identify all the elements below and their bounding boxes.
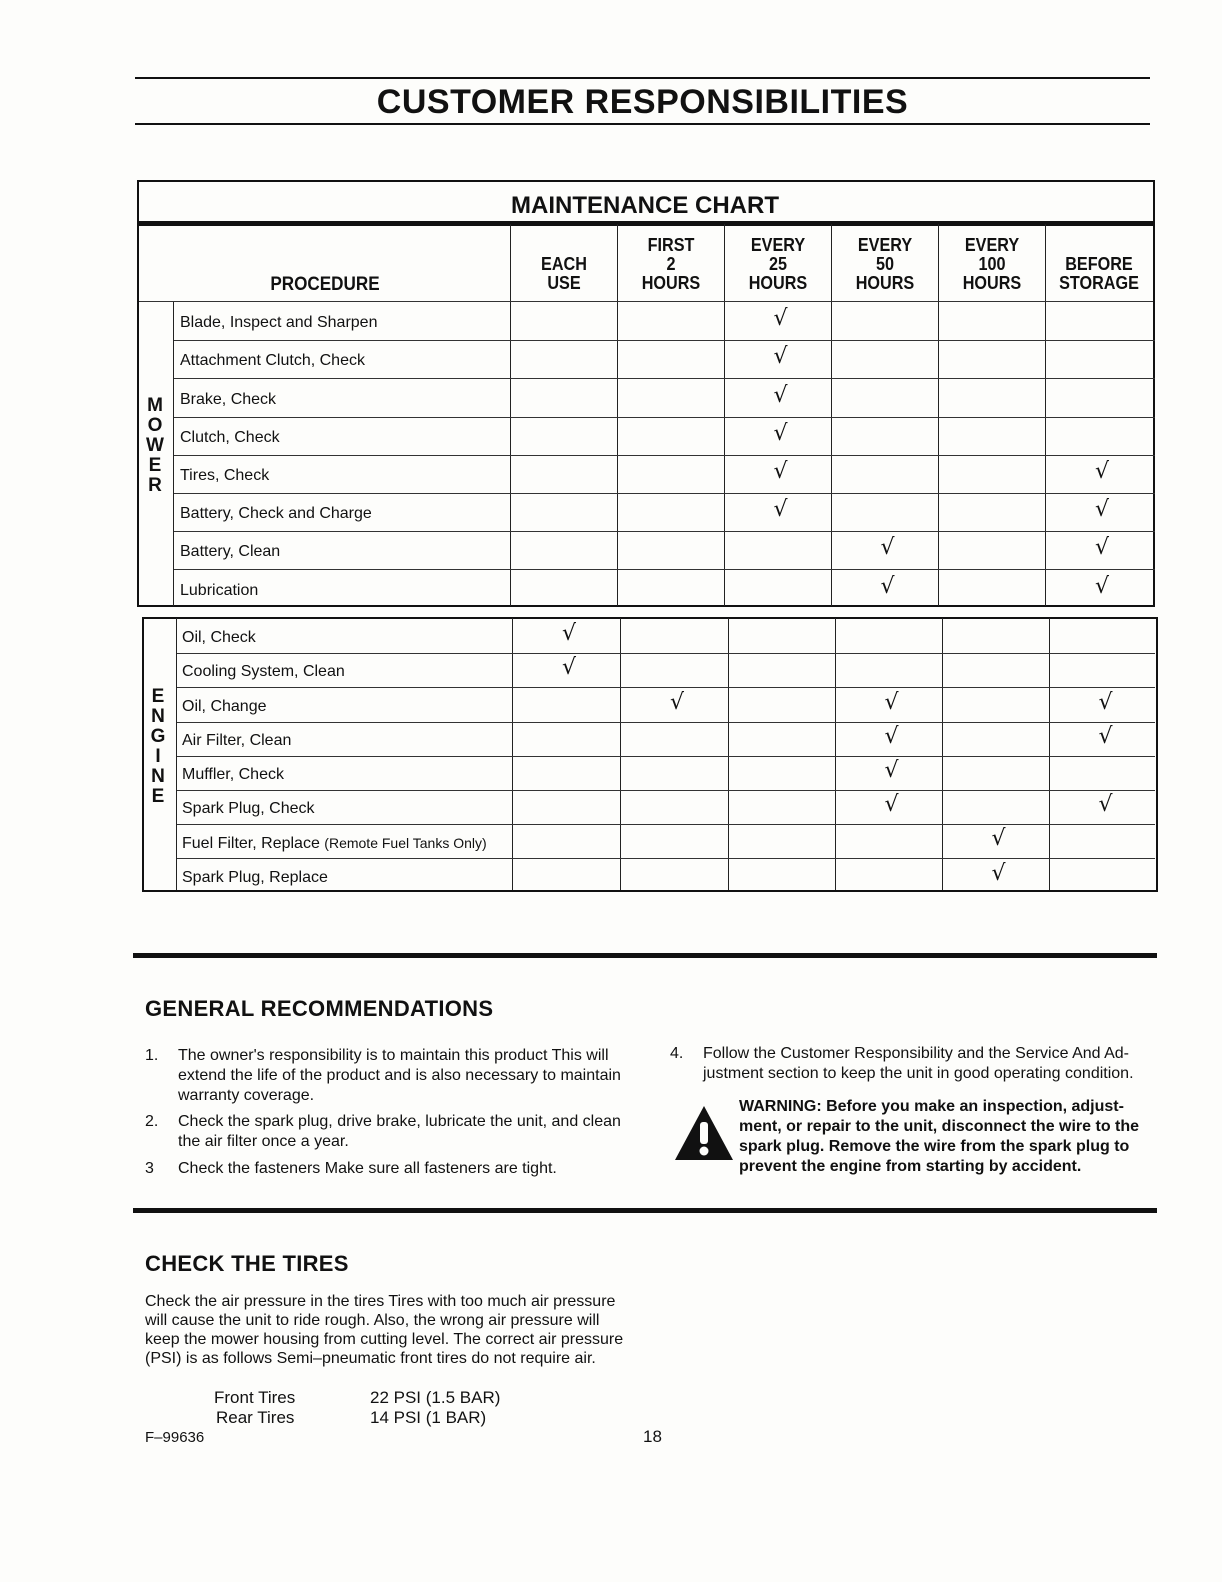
- check-mark: √: [562, 655, 577, 681]
- grid-line: [724, 224, 725, 606]
- item-line: Check the spark plug, drive brake, lubricate the unit, and clean: [178, 1113, 621, 1130]
- procedure-label: [182, 628, 256, 648]
- check-mark: √: [562, 621, 577, 647]
- check-mark: √: [1095, 497, 1110, 523]
- side-label-letter: N: [151, 766, 165, 787]
- warning-line: prevent the engine from starting by accident.: [739, 1158, 1082, 1175]
- tires-paragraph-line: Check the air pressure in the tires Tires with too much air pressure: [145, 1293, 616, 1310]
- column-header-line: EACH: [540, 254, 587, 274]
- tire-label: Front Tires: [214, 1388, 296, 1407]
- procedure-label: [180, 428, 280, 448]
- warning-line: WARNING: Before you make an inspection, adjust-: [739, 1098, 1124, 1115]
- item-number: 2.: [145, 1113, 159, 1130]
- check-mark: √: [991, 860, 1006, 886]
- tire-pressure-value: 22 PSI (1.5 BAR): [370, 1388, 501, 1407]
- column-header-line: 100: [977, 254, 1006, 274]
- column-header-line: FIRST: [647, 235, 694, 255]
- maintenance-chart-title: MAINTENANCE CHART: [511, 192, 779, 219]
- grid-line: [174, 378, 1155, 379]
- check-mark: √: [880, 573, 895, 599]
- procedure-label: [182, 697, 267, 717]
- grid-line: [174, 493, 1155, 494]
- procedure-label: [182, 833, 487, 854]
- column-header: [728, 236, 827, 293]
- procedure-label: [182, 765, 284, 785]
- warning-triangle-icon: [673, 1104, 735, 1162]
- chart-title-divider: [137, 221, 1155, 226]
- procedure-label: [180, 542, 280, 562]
- grid-line: [139, 301, 1153, 302]
- procedure-label: [182, 868, 328, 888]
- grid-line: [512, 618, 513, 890]
- title-top-rule: [135, 77, 1150, 79]
- grid-line: [174, 340, 1155, 341]
- item-number: 3: [145, 1160, 154, 1177]
- grid-line: [176, 618, 177, 890]
- item-line: extend the life of the product and is also necessary to maintain: [178, 1067, 621, 1084]
- side-label-letter: I: [155, 746, 161, 767]
- procedure-label: [180, 313, 377, 333]
- procedure-text: Battery, Check and Charge: [180, 505, 372, 523]
- column-header: [1050, 236, 1149, 293]
- column-header-line: 50: [875, 254, 894, 274]
- procedure-label: [180, 351, 365, 371]
- column-header-line: [1050, 236, 1149, 255]
- warning-text: [739, 1097, 1159, 1177]
- check-mark: √: [884, 792, 899, 818]
- column-header-line: [514, 236, 613, 255]
- tire-pressure-value: 14 PSI (1 BAR): [370, 1408, 487, 1427]
- section-divider: [133, 1208, 1157, 1213]
- check-mark: √: [1098, 689, 1113, 715]
- procedure-text: Attachment Clutch, Check: [180, 352, 365, 370]
- grid-line: [177, 653, 1155, 654]
- warning-line: spark plug. Remove the wire from the spark plug to: [739, 1138, 1130, 1155]
- procedure-text: Lubrication: [180, 581, 259, 599]
- procedure-text: Oil, Check: [182, 629, 256, 647]
- procedure-label: [182, 799, 315, 819]
- procedure-note: (Remote Fuel Tanks Only): [324, 835, 487, 852]
- column-header-line: EVERY: [750, 235, 805, 255]
- grid-line: [177, 687, 1155, 688]
- procedure-text: Tires, Check: [180, 466, 270, 484]
- title-bottom-rule: [135, 123, 1150, 125]
- procedure-text: Blade, Inspect and Sharpen: [180, 314, 378, 332]
- side-label-letter: G: [150, 726, 166, 747]
- engine-side-label: [146, 687, 170, 807]
- procedure-text: Battery, Clean: [180, 543, 281, 561]
- side-label-letter: W: [146, 435, 164, 456]
- check-mark: √: [991, 826, 1006, 852]
- check-mark: √: [773, 497, 788, 523]
- column-header: [514, 236, 613, 293]
- procedure-label: [180, 390, 276, 410]
- procedure-label: [182, 731, 291, 751]
- column-header-line: HOURS: [748, 273, 807, 293]
- check-mark: √: [773, 458, 788, 484]
- item-number: 4.: [670, 1045, 684, 1062]
- column-header: [835, 236, 934, 293]
- grid-line: [177, 756, 1155, 757]
- item-line: Check the fasteners Make sure all fasteners are tight.: [178, 1160, 557, 1177]
- procedure-header: PROCEDURE: [270, 274, 380, 295]
- check-mark: √: [880, 535, 895, 561]
- side-label-letter: E: [151, 786, 165, 807]
- grid-line: [174, 569, 1155, 570]
- procedure-label: [180, 504, 372, 524]
- section-divider: [133, 953, 1157, 958]
- side-label-letter: E: [148, 455, 162, 476]
- side-label-letter: N: [151, 706, 165, 727]
- check-mark: √: [670, 689, 685, 715]
- grid-line: [728, 618, 729, 890]
- grid-line: [1049, 618, 1050, 890]
- grid-line: [177, 858, 1155, 859]
- procedure-text: Spark Plug, Replace: [182, 868, 328, 886]
- item-text: [703, 1044, 1134, 1084]
- procedure-text: Clutch, Check: [180, 428, 280, 446]
- grid-line: [174, 455, 1155, 456]
- item-line: justment section to keep the unit in good operating condition.: [703, 1065, 1134, 1082]
- check-tires-heading: CHECK THE TIRES: [145, 1251, 349, 1276]
- procedure-text: Fuel Filter, Replace: [182, 835, 320, 853]
- item-number: 1.: [145, 1047, 159, 1064]
- grid-line: [174, 417, 1155, 418]
- grid-line: [617, 224, 618, 606]
- grid-line: [177, 722, 1155, 723]
- procedure-text: Spark Plug, Check: [182, 800, 315, 818]
- check-mark: √: [773, 306, 788, 332]
- side-label-letter: E: [151, 686, 165, 707]
- column-header-line: HOURS: [962, 273, 1021, 293]
- procedure-label: [182, 662, 345, 682]
- column-header-line: STORAGE: [1059, 273, 1139, 293]
- procedure-text: Cooling System, Clean: [182, 663, 345, 681]
- check-mark: √: [773, 344, 788, 370]
- check-mark: √: [1098, 723, 1113, 749]
- procedure-label: [180, 581, 258, 601]
- side-label-letter: M: [147, 395, 163, 416]
- item-line: warranty coverage.: [178, 1087, 315, 1104]
- check-mark: √: [1098, 792, 1113, 818]
- grid-line: [620, 618, 621, 890]
- footer-code: F–99636: [145, 1429, 205, 1446]
- check-mark: √: [773, 382, 788, 408]
- column-header-line: HOURS: [641, 273, 700, 293]
- grid-line: [174, 531, 1155, 532]
- grid-line: [835, 618, 836, 890]
- check-mark: √: [884, 757, 899, 783]
- procedure-text: Air Filter, Clean: [182, 731, 292, 749]
- check-mark: √: [773, 420, 788, 446]
- item-line: the air filter once a year.: [178, 1133, 349, 1150]
- procedure-label: [180, 466, 269, 486]
- check-mark: √: [1095, 535, 1110, 561]
- tires-paragraph-line: will cause the unit to ride rough. Also, the wrong air pressure will: [145, 1312, 600, 1329]
- column-header-line: 2: [665, 254, 675, 274]
- item-text: [178, 1046, 621, 1106]
- tires-paragraph-line: (PSI) is as follows Semi–pneumatic front tires do not require air.: [145, 1350, 596, 1367]
- procedure-text: Oil, Change: [182, 697, 267, 715]
- check-mark: √: [884, 723, 899, 749]
- column-header-line: HOURS: [855, 273, 914, 293]
- item-text: [178, 1159, 557, 1179]
- warning-line: ment, or repair to the unit, disconnect the wire to the: [739, 1118, 1140, 1135]
- grid-line: [942, 618, 943, 890]
- item-line: Follow the Customer Responsibility and the Service And Ad-: [703, 1045, 1129, 1062]
- tire-label: Rear Tires: [216, 1408, 295, 1427]
- column-header-line: USE: [546, 273, 581, 293]
- general-recommendations-heading: GENERAL RECOMMENDATIONS: [145, 996, 494, 1021]
- procedure-text: Brake, Check: [180, 390, 277, 408]
- page-number: 18: [643, 1427, 662, 1446]
- side-label-letter: R: [148, 475, 162, 496]
- procedure-text: Muffler, Check: [182, 765, 284, 783]
- grid-line: [177, 824, 1155, 825]
- grid-line: [1045, 224, 1046, 606]
- grid-line: [831, 224, 832, 606]
- column-header: [942, 236, 1041, 293]
- grid-line: [510, 224, 511, 606]
- column-header-line: 25: [768, 254, 787, 274]
- column-header: [621, 236, 720, 293]
- side-label-letter: O: [147, 415, 163, 436]
- check-mark: √: [884, 689, 899, 715]
- column-header-line: BEFORE: [1065, 254, 1133, 274]
- column-header-line: EVERY: [857, 235, 912, 255]
- check-mark: √: [1095, 458, 1110, 484]
- column-header-line: EVERY: [964, 235, 1019, 255]
- mower-side-label: [143, 396, 167, 496]
- check-mark: √: [1095, 573, 1110, 599]
- grid-line: [177, 790, 1155, 791]
- tires-paragraph: [145, 1292, 645, 1368]
- tires-paragraph-line: keep the mower housing from cutting level. The correct air pressure: [145, 1331, 624, 1348]
- grid-line: [938, 224, 939, 606]
- item-line: The owner's responsibility is to maintain this product This will: [178, 1047, 609, 1064]
- page-title: CUSTOMER RESPONSIBILITIES: [376, 83, 909, 121]
- item-text: [178, 1112, 621, 1152]
